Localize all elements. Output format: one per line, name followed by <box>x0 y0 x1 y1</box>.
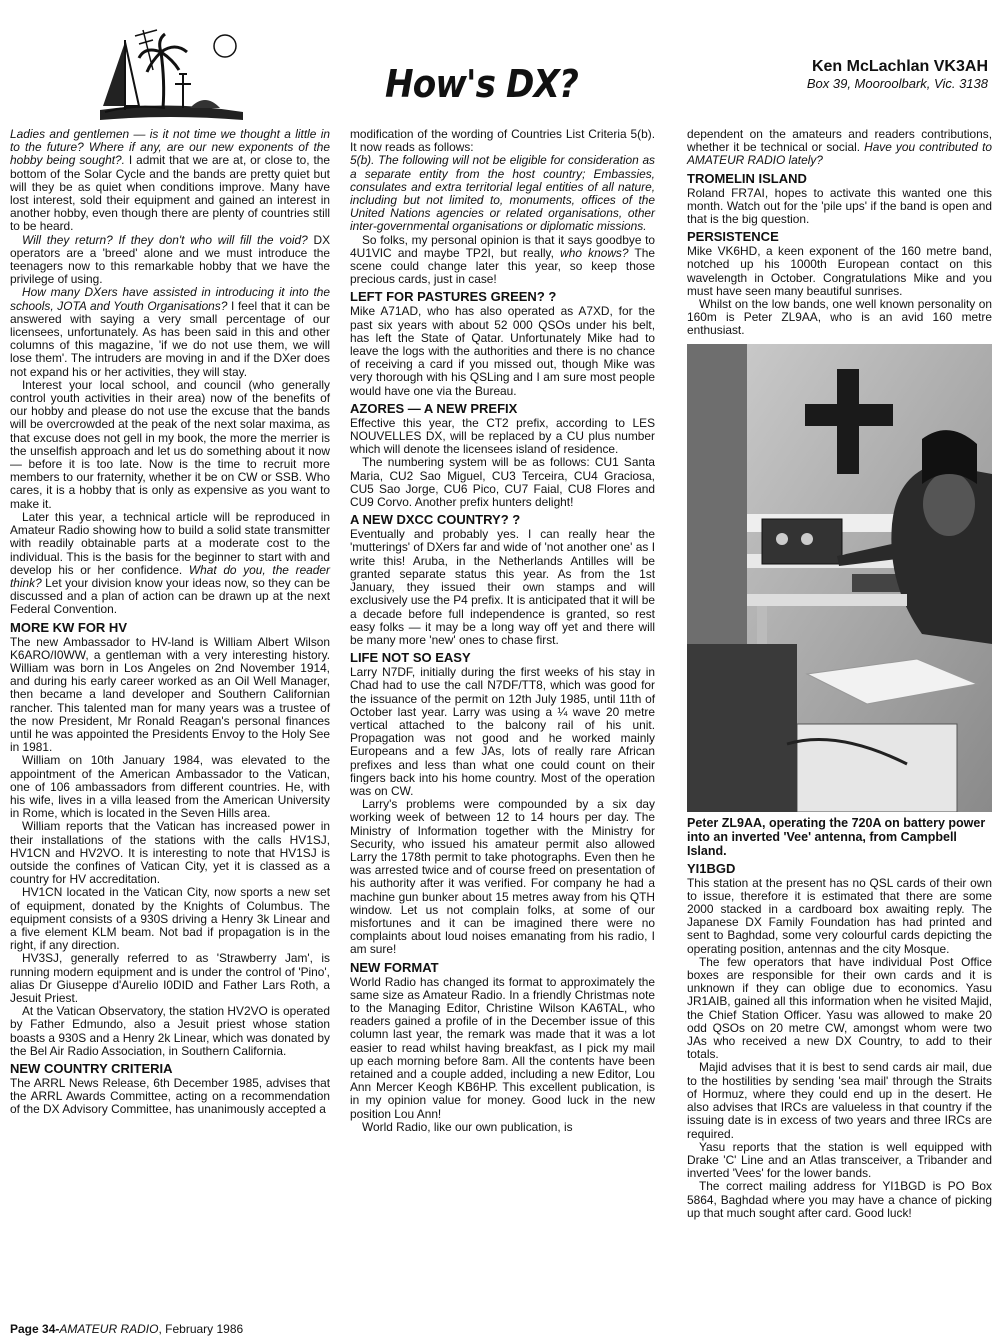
heading-dxcc: A NEW DXCC COUNTRY? ? <box>350 512 521 528</box>
intro-italic: How many DXers have assisted in introducing it into the schools, JOTA and Youth Organisations? <box>10 285 330 313</box>
author-block <box>807 58 988 91</box>
intro-text: I feel that it can be answered with saying a very small percentage of our licensees, unfortunately. As has been said in this and other columns of this magazine, 'if we do not use them, we will lose them'. The intruders are moving in and if the DXer does not expand his or her activities, they will stay. <box>10 298 330 379</box>
body-paragraph: William on 10th January 1984, was elevated to the appointment of the American Ambassador to the Vatican, one of 106 ambassadors from different countries. He, with his wife, lives in a villa leased from the American University in Rome, which is located in the Seven Hills area. <box>10 753 330 821</box>
body-paragraph: HV1CN located in the Vatican City, now sports a new set of equipment, donated by the Knights of Columbus. The equipment consists of a 930S driving a Henry 3k Linear and a five element KLM beam. Not bad if propagation is in the right, if any direction. <box>10 885 330 953</box>
intro-italic: Ladies and gentlemen — is it not time we thought a little in to the future? Where if any, are our new exponents of the hobby being sought?. <box>10 127 330 168</box>
body-paragraph: The ARRL News Release, 6th December 1985, advises that the ARRL Awards Committee, acting on a recommendation of the DX Advisory Committee, has unanimously accepted a <box>10 1076 330 1117</box>
opinion-italic: who knows? <box>560 245 629 260</box>
page-number: Page 34- <box>10 1322 60 1336</box>
intro-italic: Will they return? If they don't who will fill the void? <box>22 232 308 247</box>
body-paragraph: The correct mailing address for YI1BGD is PO Box 5864, Baghdad where you may have a chance of picking up that much sought after card. Good luck! <box>687 1179 992 1220</box>
intro-italic: What do you, the reader think? <box>10 562 330 590</box>
heading-new-country: NEW COUNTRY CRITERIA <box>10 1061 173 1077</box>
intro-paragraph <box>10 234 330 287</box>
heading-more-kw: MORE KW FOR HV <box>10 619 127 635</box>
heading-easy: LIFE NOT SO EASY <box>350 650 471 666</box>
body-paragraph: Larry's problems were compounded by a six day working week of between 12 to 14 hours per day. The Ministry of Information together with the Ministry for Security, who issued his amateur permit also allowed Larry the 178th permit to take photographs. Even then he was arrested twice and of course freed on presentation of his authority after it was verified. For company he had a machine gun bunker about 15 metres away from his QTH window. Let us not complain folks, at some of our misfortunes and it can be imagined there were no complaints about loud noises emanating from his radio, I am sure! <box>350 797 655 957</box>
operator-photo <box>687 344 992 812</box>
body-paragraph: Mike VK6HD, a keen exponent of the 160 metre band, notched up his 1000th European contact on this wavelength in October. Congratulations Mike and you must have seen many beautiful sunrises. <box>687 244 992 298</box>
body-text: dependent on the amateurs and readers contributions, whether it be technical or social. <box>687 127 992 155</box>
intro-text: Later this year, a technical article will be reproduced in Amateur Radio showing how to build a solid state transmitter with readily obtainable parts at a moderate cost to the individual. This is the basis for the beginner to start with and develop his or her confidence. <box>10 509 330 577</box>
body-paragraph: At the Vatican Observatory, the station HV2VO is operated by Father Edmundo, also a Jesuit priest whose station boasts a 930S and a Henry 2k Linear, which was donated by the Bel Air Radio Association, in Southern California. <box>10 1004 330 1058</box>
intro-text: DX operators are a 'breed' alone and we must introduce the teenagers now to this remarkable hobby that we have the privilege of using. <box>10 232 331 287</box>
body-paragraph <box>687 128 992 168</box>
heading-tromelin: TROMELIN ISLAND <box>687 170 807 186</box>
body-paragraph: The few operators that have individual Post Office boxes are responsible for their own cards and it is unknown if they can oblige due to economics. Yasu JR1AIB, gained all this information when he visited Majid, the Chief Station Officer. Yasu was allowed to make 20 odd QSOs on 20 metre CW, amongst whom were two JAs who received a new DX Country, to add to their totals. <box>687 954 992 1062</box>
body-paragraph: Majid advises that it is best to send cards air mail, due to the hostilities by sending 'sea mail' through the Straits of Hormuz, where they could end up in the desert. He also advises that IRCs are valueless in that country if the issuing date is in excess of two years and three IRCs are required. <box>687 1060 992 1141</box>
body-paragraph: Whilst on the low bands, one well known personality on 160m is Peter ZL9AA, who is an avid 160 metre enthusiast. <box>687 297 992 338</box>
body-paragraph: The numbering system will be as follows: CU1 Santa Maria, CU2 Sao Miguel, CU3 Terceira, CU4 Graciosa, CU5 Sao Jorge, CU6 Pico, CU7 Faial, CU8 Flores and CU9 Corvo. Another prefix hunters delight! <box>350 455 655 510</box>
intro-paragraph <box>10 286 330 378</box>
intro-paragraph <box>10 511 330 617</box>
island-logo-illustration <box>95 22 245 127</box>
column-3 <box>687 128 992 1220</box>
body-paragraph: Roland FR7AI, hopes to activate this wanted one this month. Watch out for the 'pile ups' if the band is open and that is the big question. <box>687 185 992 227</box>
photo-caption: Peter ZL9AA, operating the 720A on battery power into an inverted 'Vee' antenna, from Campbell Island. <box>687 815 986 858</box>
author-address: Box 39, Mooroolbark, Vic. 3138 <box>806 76 988 91</box>
body-paragraph: William reports that the Vatican has increased power in their installations of the stations with the calls HV1SJ, HV1CN and HV2VO. It is interesting to note that HV1SJ is outside the confines of Vatican City, yet it is classed as a country for HV accreditation. <box>10 819 330 887</box>
body-paragraph: World Radio, like our own publication, is <box>362 1119 573 1134</box>
body-paragraph: Eventually and probably yes. I can really hear the 'mutterings' of DXers far and wide of 'not another one' as I write this! Aruba, in the Netherlands Antilles will be granted separate status this year. As from the 1st January, they issued their own stamps and will exclusively use the P4 prefix. It is anticipated that it will be a decade before full independence is granted, so rest easy folks — it may be a long way off yet and there will be many more 'new' ones to chase first. <box>350 527 655 647</box>
page-footer <box>10 1322 243 1336</box>
body-paragraph: This station at the present has no QSL cards of their own to issue, therefore it is estimated that there are some 2000 stacked in a cardboard box awaiting reply. The Japanese DX Family Foundation has had printed and sent to Baghdad, some very colourful cards depicting the operating position, antennas and the city Mosque. <box>687 875 992 956</box>
magazine-name: AMATEUR RADIO <box>59 1322 159 1336</box>
issue-date: , February 1986 <box>158 1322 244 1336</box>
body-paragraph: Yasu reports that the station is well equipped with Drake 'C' Line and an Atlas transceiver, a Tribander and inverted 'Vees' for the lower bands. <box>687 1139 992 1181</box>
body-italic: Have you contributed to AMATEUR RADIO lately? <box>687 140 992 168</box>
criteria-rule: 5(b). The following will not be eligible for consideration as a separate entity from the host country; Embassies, consulates and extra territorial legal entities of all nature, including but not limited to, monuments, offices of the United Nations agencies or related organisations, other inter-governmental organisations or diplomatic missions. <box>350 153 655 234</box>
heading-format: NEW FORMAT <box>350 959 439 975</box>
column-2 <box>350 128 655 1134</box>
body-paragraph: HV3SJ, generally referred to as 'Strawberry Jam', is running modern equipment and is under the control of 'Pino', alias Dr Giuseppe d'Aurelio I0DID and Father Lars Roth, a Jesuit Priest. <box>10 951 330 1005</box>
body-paragraph: Mike A71AD, who has also operated as A7XD, for the past six years with about 52 000 QSOs under his belt, has left the State of Qatar. Unfortunately Mike had to leave the logs with the authorities and there is no chance of receiving a card if you missed out, though Mike was very thorough with his QSLing and I am sure most people would have one via the Bureau. <box>350 304 655 398</box>
body-paragraph: World Radio has changed its format to approximately the same size as Amateur Radio. In a friendly Christmas note to the Managing Editor, Christine Wilson KA6TAL, who readers gained a profile of in the December issue of this column last year, the remark was made that it was a lot easier to read whilst having breakfast, as I pick my mail up each morning before 8am. All the contents have been retained and a couple added, including a new Editor, Lou Ann Mercer Keogh KB6HP. This excellent publication, is in my opinion value for money. Good luck in the new position Lou Ann! <box>350 974 655 1121</box>
opinion-text: So folks, my personal opinion is that it says goodbye to 4U1VIC and maybe TP2I, but really, <box>350 232 655 260</box>
body-paragraph: Effective this year, the CT2 prefix, according to LES NOUVELLES DX, will be replaced by a CU plus number which will denote the licensees island of residence. <box>350 415 655 457</box>
heading-persistence: PERSISTENCE <box>687 229 779 245</box>
heading-yi1bgd: YI1BGD <box>687 860 736 876</box>
intro-text: Let your division know your ideas now, so they can be discussed and a plan of action can be drawn up at the next Federal Convention. <box>10 575 330 617</box>
intro-paragraph <box>10 128 330 234</box>
heading-pastures: LEFT FOR PASTURES GREEN? ? <box>350 289 557 305</box>
heading-azores: AZORES — A NEW PREFIX <box>350 400 518 416</box>
body-paragraph: modification of the wording of Countries List Criteria 5(b). It now reads as follows: <box>350 127 655 155</box>
intro-paragraph: Interest your local school, and council (who generally control youth activities in their area) now of the benefits of our hobby and please do not use the excuse that the bands will be overcrowded at the peak of the next solar maxima, as that excuse does not gell in my book, the more the merrier is the unselfish approach and let us do something about it now — before it is too late. Now is the time to recruit more members to our fraternity, whether it be on CW or SSB. Who cares, it is a hobby that is only as expensive as you want to make it. <box>10 377 330 511</box>
body-paragraph: Larry N7DF, initially during the first weeks of his stay in Chad had to use the call N7DF/TT8, which was good for the issuance of the permit on 12th July 1985, until 11th of October last year. Larry was using a ¼ wave 20 metre vertical attached to the balcony rail of his unit. Propagation was not good and he worked mainly Europeans and a few JAs, lots of really rare African prefixes and less than what one could count on their fingers back into his home country. Most of the operation was on CW. <box>350 665 655 798</box>
intro-text: I admit that we are at, or close to, the bottom of the Solar Cycle and the bands are pretty quiet but will they be as quiet when conditions improve. Many have lost interest, sold their equipment and gained an interest in another hobby, even though there are plenty of countries still to be heard. <box>10 153 331 234</box>
body-paragraph <box>350 234 655 287</box>
opinion-text: The scene could change later this year, so keep those precious cards, just in case! <box>350 245 656 287</box>
column-1 <box>10 128 330 1117</box>
column-title: How's DX? <box>385 62 578 106</box>
author-name: Ken McLachlan VK3AH <box>811 58 988 75</box>
body-paragraph: The new Ambassador to HV-land is William Albert Wilson K6ARO/I0WW, a gentleman with a very interesting history. William was born in Los Angeles on 2nd November 1914, and during his early career worked as an Oil Well Manager, then became a land developer and Southern Californian rancher. This talented man for many years was a trustee of the now President, Mr Ronald Reagan's personal finances until he was appointed the Presidents Envoy to the Holy See in 1981. <box>10 634 330 755</box>
